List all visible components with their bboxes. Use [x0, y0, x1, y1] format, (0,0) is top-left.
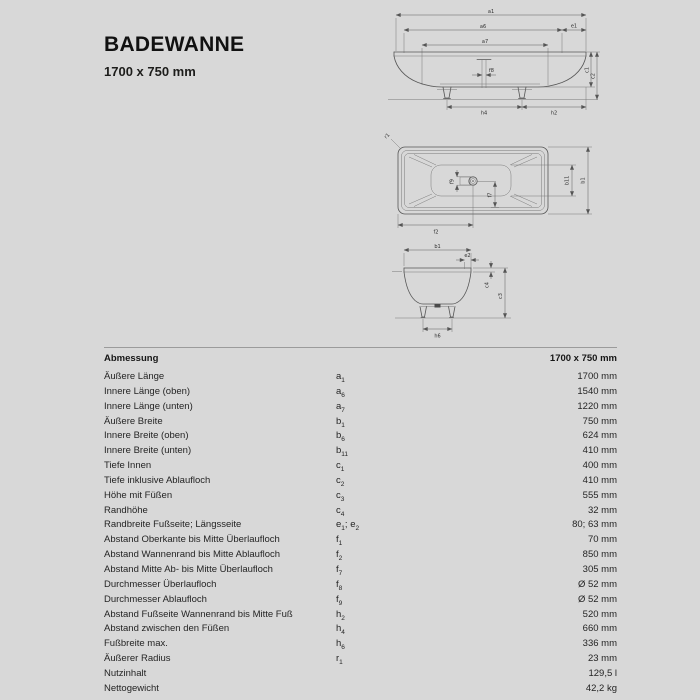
row-symbol: $b_{11}$	[336, 445, 349, 459]
row-label: Nettogewicht	[104, 682, 159, 694]
plan-view-drawing	[383, 124, 601, 240]
plan-drain-distance-dimension	[398, 186, 473, 236]
table-row	[104, 416, 617, 431]
title-block	[104, 33, 244, 79]
row-symbol: $h_4$	[336, 623, 345, 637]
dim-label-a7: a7	[481, 39, 489, 45]
table-row	[104, 609, 617, 624]
plan-drain-dimensions	[450, 170, 500, 208]
side-view-drawing	[384, 4, 602, 118]
plan-radius-dimension	[383, 132, 400, 148]
end-rim-dimensions	[456, 253, 508, 288]
row-label: Innere Länge (oben)	[104, 385, 191, 397]
table-row	[104, 401, 617, 416]
row-symbol: $c_1$	[336, 460, 345, 473]
page-title: BADEWANNE	[104, 33, 245, 56]
row-symbol: $r_1$	[336, 653, 343, 666]
row-label: Durchmesser Überlaufloch	[104, 578, 217, 590]
dim-label-a1: a1	[487, 9, 495, 15]
row-label: Höhe mit Füßen	[104, 489, 173, 501]
row-symbol: $f_8$	[336, 578, 343, 592]
dim-label-b1-end: b1	[434, 244, 441, 250]
dim-label-b11: b11	[564, 175, 571, 186]
table-row	[104, 445, 617, 460]
row-label: Innere Länge (unten)	[104, 400, 193, 412]
row-value: 410 mm	[582, 445, 617, 457]
row-symbol: $a_1$	[336, 371, 345, 384]
row-label: Fußbreite max.	[104, 638, 168, 650]
table-row	[104, 519, 617, 534]
table-row	[104, 475, 617, 490]
row-symbol: $b_6$	[336, 430, 345, 444]
row-label: Nutzinhalt	[104, 667, 147, 679]
table-row	[104, 683, 617, 698]
end-height-dimension	[498, 268, 505, 318]
table-header-title: Abmessung	[104, 353, 159, 364]
row-label: Innere Breite (unten)	[104, 445, 192, 457]
row-label: Abstand Mitte Ab- bis Mitte Überlaufloch	[104, 563, 273, 575]
row-symbol: $c_4$	[336, 504, 345, 518]
table-row	[104, 653, 617, 668]
table-header	[104, 348, 617, 371]
dim-label-c2: c2	[590, 73, 597, 79]
row-value: 70 mm	[587, 534, 617, 546]
row-value: 624 mm	[582, 430, 617, 442]
row-symbol: $f_1$	[336, 534, 343, 548]
row-label: Innere Breite (oben)	[104, 430, 189, 442]
row-label: Äußere Breite	[104, 415, 163, 427]
row-symbol: $f_7$	[336, 563, 343, 577]
row-symbol: $a_7$	[336, 400, 345, 414]
row-label: Äußerer Radius	[104, 653, 171, 665]
row-symbol: $c_2$	[336, 474, 345, 488]
dim-label-f8: f8	[489, 68, 494, 74]
row-value: 42,2 kg	[585, 682, 617, 694]
table-row	[104, 386, 617, 401]
row-label: Abstand Oberkante bis Mitte Überlaufloch	[104, 534, 280, 546]
row-value: 80; 63 mm	[572, 519, 617, 531]
dim-label-e1: e1	[570, 23, 578, 30]
dimension-table	[104, 347, 617, 698]
row-value: 850 mm	[582, 549, 617, 561]
row-symbol: $e_1$; $e_2$	[336, 519, 360, 533]
row-value: 555 mm	[582, 489, 617, 501]
row-symbol: $b_1$	[336, 415, 345, 429]
table-row	[104, 638, 617, 653]
row-label: Durchmesser Ablaufloch	[104, 593, 207, 605]
dim-label-c3: c3	[498, 293, 504, 299]
table-row	[104, 490, 617, 505]
row-label: Tiefe inklusive Ablaufloch	[104, 474, 211, 486]
table-rows	[104, 371, 617, 698]
row-symbol: $c_3$	[336, 489, 345, 503]
row-symbol: $h_6$	[336, 638, 345, 652]
row-symbol: $f_9$	[336, 593, 343, 607]
side-depth-dimensions	[538, 52, 600, 100]
row-value: 305 mm	[582, 563, 617, 575]
row-label: Äußere Länge	[104, 371, 165, 382]
side-drain-dimension	[472, 68, 496, 75]
row-label: Abstand Fußseite Wannenrand bis Mitte Fuß	[104, 608, 293, 620]
dim-label-b1: b1	[580, 177, 587, 184]
end-width-dimension	[404, 244, 471, 268]
row-value: Ø 52 mm	[577, 578, 617, 590]
table-row	[104, 594, 617, 609]
dim-label-h4: h4	[480, 110, 488, 117]
row-value: Ø 52 mm	[577, 593, 617, 605]
dim-label-f7: f7	[487, 192, 494, 198]
row-value: 1700 mm	[577, 371, 617, 382]
row-value: 32 mm	[587, 504, 617, 516]
dim-label-c4: c4	[484, 282, 491, 288]
dim-label-h6: h6	[434, 333, 441, 340]
dim-label-f9: f9	[449, 179, 456, 184]
table-row	[104, 623, 617, 638]
dim-label-f2: f2	[433, 229, 439, 236]
side-foot-dimensions	[447, 87, 586, 117]
row-value: 750 mm	[582, 415, 617, 427]
row-label: Randbreite Fußseite; Längsseite	[104, 519, 242, 531]
table-row	[104, 579, 617, 594]
row-value: 1220 mm	[577, 400, 617, 412]
dim-label-h2: h2	[550, 110, 558, 117]
dim-label-c1: c1	[584, 67, 591, 73]
side-tub-outline	[388, 52, 598, 100]
row-label: Randhöhe	[104, 504, 148, 516]
plan-width-dimensions	[511, 147, 592, 214]
row-label: Abstand Wannenrand bis Mitte Ablaufloch	[104, 549, 281, 561]
row-value: 23 mm	[587, 653, 617, 665]
table-row	[104, 460, 617, 475]
table-row	[104, 564, 617, 579]
row-symbol: $h_2$	[336, 608, 345, 622]
row-value: 1540 mm	[577, 385, 617, 397]
row-label: Abstand zwischen den Füßen	[104, 623, 230, 635]
table-row	[104, 534, 617, 549]
table-header-size: 1700 x 750 mm	[549, 353, 617, 364]
row-value: 129,5 l	[588, 667, 617, 679]
row-value: 660 mm	[582, 623, 617, 635]
page-subtitle: 1700 x 750 mm	[104, 64, 196, 79]
end-view-drawing	[392, 238, 518, 351]
row-value: 400 mm	[582, 460, 617, 472]
table-row	[104, 430, 617, 445]
end-foot-dimension	[423, 319, 452, 340]
row-symbol: $a_6$	[336, 385, 345, 399]
dim-label-e2: e2	[464, 253, 471, 259]
row-symbol: $f_2$	[336, 549, 343, 563]
end-tub-outline	[392, 268, 511, 318]
row-value: 336 mm	[582, 638, 617, 650]
row-value: 410 mm	[582, 474, 617, 486]
table-row	[104, 549, 617, 564]
table-row	[104, 505, 617, 520]
table-row	[104, 668, 617, 683]
dim-label-a6: a6	[479, 24, 487, 30]
table-row	[104, 371, 617, 386]
row-value: 520 mm	[582, 608, 617, 620]
dim-label-r1: r1	[383, 132, 392, 141]
row-label: Tiefe Innen	[104, 460, 152, 472]
